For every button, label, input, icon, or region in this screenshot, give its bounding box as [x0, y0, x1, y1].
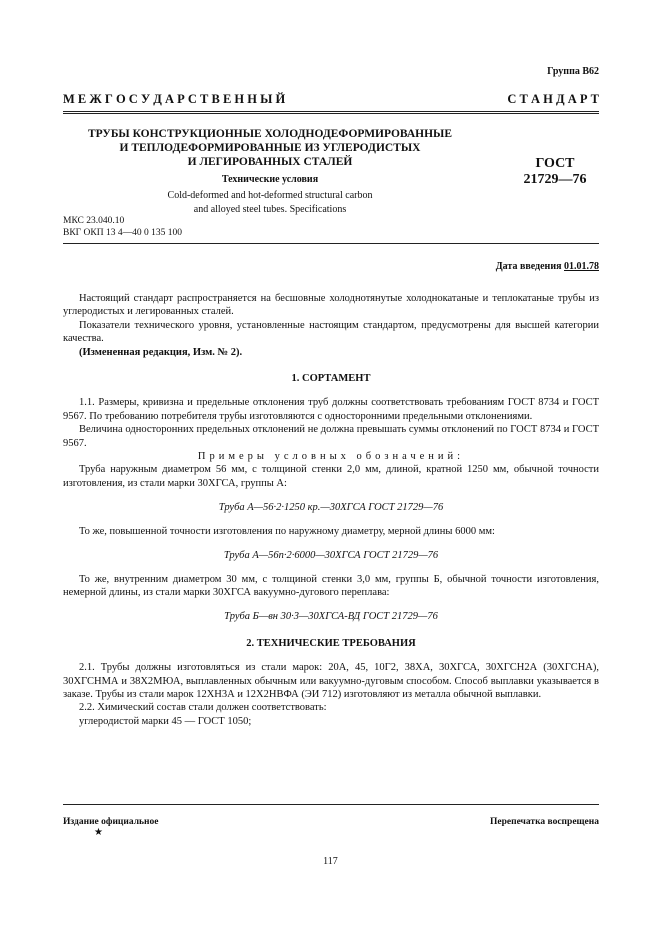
header-rule-bottom [63, 113, 599, 114]
official-edition-note: Издание официальное [63, 817, 159, 827]
example-1-formula: Труба А—56·2·1250 кр.—30ХГСА ГОСТ 21729—76 [218, 502, 444, 514]
reprint-prohibited-note: Перепечатка воспрещена [489, 817, 599, 827]
star-icon: ★ [94, 827, 103, 838]
section-1-p1: 1.1. Размеры, кривизна и предельные отклонения труб должны соответствовать требованиям ГОСТ 8734 и ГОСТ 9567. По требованию потребителя трубы изготовляются с односторонними предельными отклонениями. [63, 397, 599, 422]
title-line-3: И ЛЕГИРОВАННЫХ СТАЛЕЙ [187, 156, 353, 168]
title-english-2: and alloyed steel tubes. Specifications [193, 204, 347, 215]
title-line-1: ТРУБЫ КОНСТРУКЦИОННЫЕ ХОЛОДНОДЕФОРМИРОВАННЫЕ [87, 128, 453, 140]
title-block [70, 127, 470, 217]
header-rule-top [63, 111, 599, 112]
okp-code: ВКГ ОКП 13 4—40 0 135 100 [63, 227, 182, 238]
gost-number [500, 156, 610, 188]
section-2-p1: 2.1. Трубы должны изготовляться из стали марок: 20А, 45, 10Г2, 38ХА, 30ХГСА, 30ХГСН2А (30ХГСНА), 30ХГСНМА и 38Х2МЮА, выплавленных обычным или вакуумно-дуговым способом. Способ выплавки указывается в заказе. Трубы из стали марок 12ХН3А и 12Х2НВФА (ЭИ 712) изготовляют из металла обычной выплавки. [63, 662, 599, 700]
title-line-2: И ТЕПЛОДЕФОРМИРОВАННЫЕ ИЗ УГЛЕРОДИСТЫХ [119, 142, 421, 154]
intro-date-value: 01.01.78 [564, 261, 599, 272]
section-2-p3: углеродистой марки 45 — ГОСТ 1050; [79, 715, 252, 727]
example-2-text: То же, повышенной точности изготовления по наружному диаметру, мерной длины 6000 мм: [79, 525, 495, 537]
example-1-text: Труба наружным диаметром 56 мм, с толщиной стенки 2,0 мм, длиной, кратной 1250 мм, обычной точности изготовления, из стали марки 30ХГСА, группы А: [63, 464, 599, 489]
intro-paragraph-2: Показатели технического уровня, установленные настоящим стандартом, предусмотрены для высшей категории качества. [63, 319, 599, 345]
gost-label: ГОСТ [535, 156, 575, 171]
intro-date-label: Дата введения [495, 261, 562, 272]
gost-code: 21729—76 [523, 172, 587, 187]
intro-date [496, 261, 599, 272]
group-code: Группа В62 [547, 66, 599, 77]
example-3-formula: Труба Б—вн 30·3—30ХГСА-ВД ГОСТ 21729—76 [224, 611, 438, 623]
codes-rule [63, 243, 599, 244]
footer-rule [63, 804, 599, 805]
example-3-text: То же, внутренним диаметром 30 мм, с толщиной стенки 3,0 мм, группы Б, обычной точности изготовления, немерной длины, из стали марки 30ХГСА вакуумно-дугового переплава: [63, 573, 599, 598]
intro-amendment: (Измененная редакция, Изм. № 2). [79, 346, 243, 358]
section-1-heading: 1. СОРТАМЕНТ [291, 373, 371, 385]
classification-codes [63, 216, 182, 239]
main-content [63, 292, 599, 728]
section-1-p2: Величина односторонних предельных отклонений не должна превышать суммы отклонений по ГОСТ 8734 и ГОСТ 9567. [63, 424, 599, 449]
title-english-1: Cold-deformed and hot-deformed structural carbon [167, 190, 373, 201]
standard-banner [63, 92, 599, 107]
banner-word-interstate: М Е Ж Г О С У Д А Р С Т В Е Н Н Ы Й [63, 92, 286, 106]
section-2-heading: 2. ТЕХНИЧЕСКИЕ ТРЕБОВАНИЯ [246, 637, 416, 649]
example-2-formula: Труба А—56п·2·6000—30ХГСА ГОСТ 21729—76 [223, 550, 439, 562]
examples-heading: Примеры условных обозначений: [197, 451, 465, 463]
banner-word-standard: С Т А Н Д А Р Т [507, 92, 599, 106]
section-2-p2: 2.2. Химический состав стали должен соответствовать: [79, 702, 327, 714]
intro-paragraph-1: Настоящий стандарт распространяется на бесшовные холоднотянутые холоднокатаные и теплокатаные трубы из углеродистых и легированных сталей. [63, 293, 599, 318]
title-subtitle: Технические условия [221, 174, 319, 185]
mks-code: МКС 23.040.10 [63, 216, 125, 226]
page-number: 117 [323, 856, 338, 867]
